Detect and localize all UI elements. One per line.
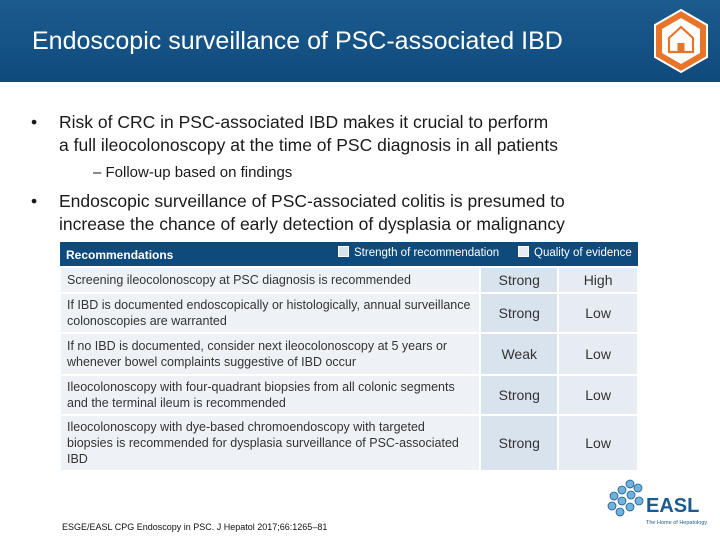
quality-cell: Low <box>558 375 638 415</box>
strength-legend-label: Strength of recommendation <box>354 247 500 259</box>
recommendation-text: If no IBD is documented, consider next ileocolonoscopy at 5 years or whenever bowel complaints suggestive of IBD occur <box>60 333 480 375</box>
citation-footer: ESGE/EASL CPG Endoscopy in PSC. J Hepatol 2017;66:1265–81 <box>62 522 328 532</box>
quality-swatch <box>518 246 529 257</box>
svg-text:EASL: EASL <box>646 495 700 517</box>
recommendation-text: If IBD is documented endoscopically or histologically, annual surveillance colonoscopies are warranted <box>60 293 480 333</box>
strength-swatch <box>338 246 349 257</box>
bullet-dot: • <box>31 112 38 132</box>
bullet-crc-risk <box>31 111 559 157</box>
quality-legend-label: Quality of evidence <box>534 247 632 259</box>
strength-legend <box>338 246 499 259</box>
strength-cell: Strong <box>480 267 558 293</box>
bullet-text-line: Risk of CRC in PSC-associated IBD makes it crucial to perform <box>59 112 549 132</box>
quality-cell: High <box>558 267 638 293</box>
table-row <box>60 375 638 415</box>
bullet-surveillance <box>31 190 565 236</box>
sub-bullet-follow-up: – Follow-up based on findings <box>93 164 293 181</box>
bullet-dot: • <box>31 191 38 211</box>
quality-cell: Low <box>558 293 638 333</box>
easl-logo-icon <box>600 470 712 530</box>
recommendation-text: Ileocolonoscopy with dye-based chromoendoscopy with targeted biopsies is recommended for dysplasia surveillance of PSC-associated IBD <box>60 415 480 471</box>
table-row <box>60 415 638 471</box>
table-header <box>60 242 638 267</box>
quality-cell: Low <box>558 415 638 471</box>
strength-cell: Strong <box>480 293 558 333</box>
quality-legend <box>518 246 632 259</box>
recommendation-text: Screening ileocolonoscopy at PSC diagnosis is recommended <box>60 267 480 293</box>
recommendations-heading: Recommendations <box>66 248 174 262</box>
svg-text:The Home of Hepatology: The Home of Hepatology <box>646 520 708 526</box>
strength-cell: Strong <box>480 415 558 471</box>
bullet-text-line: a full ileocolonoscopy at the time of PSC diagnosis in all patients <box>59 135 559 155</box>
title-bar <box>0 0 720 82</box>
table-row <box>60 333 638 375</box>
page-title: Endoscopic surveillance of PSC-associated IBD <box>32 27 563 55</box>
home-icon[interactable] <box>652 8 710 74</box>
strength-cell: Strong <box>480 375 558 415</box>
bullet-text-line: Endoscopic surveillance of PSC-associated colitis is presumed to <box>59 191 565 211</box>
recommendation-text: Ileocolonoscopy with four-quadrant biopsies from all colonic segments and the terminal ileum is recommended <box>60 375 480 415</box>
table-row <box>60 267 638 293</box>
table-header-row <box>60 242 638 267</box>
table-row <box>60 293 638 333</box>
quality-cell: Low <box>558 333 638 375</box>
recommendations-table <box>59 242 639 472</box>
strength-cell: Weak <box>480 333 558 375</box>
bullet-text-line: increase the chance of early detection of dysplasia or malignancy <box>59 214 565 234</box>
